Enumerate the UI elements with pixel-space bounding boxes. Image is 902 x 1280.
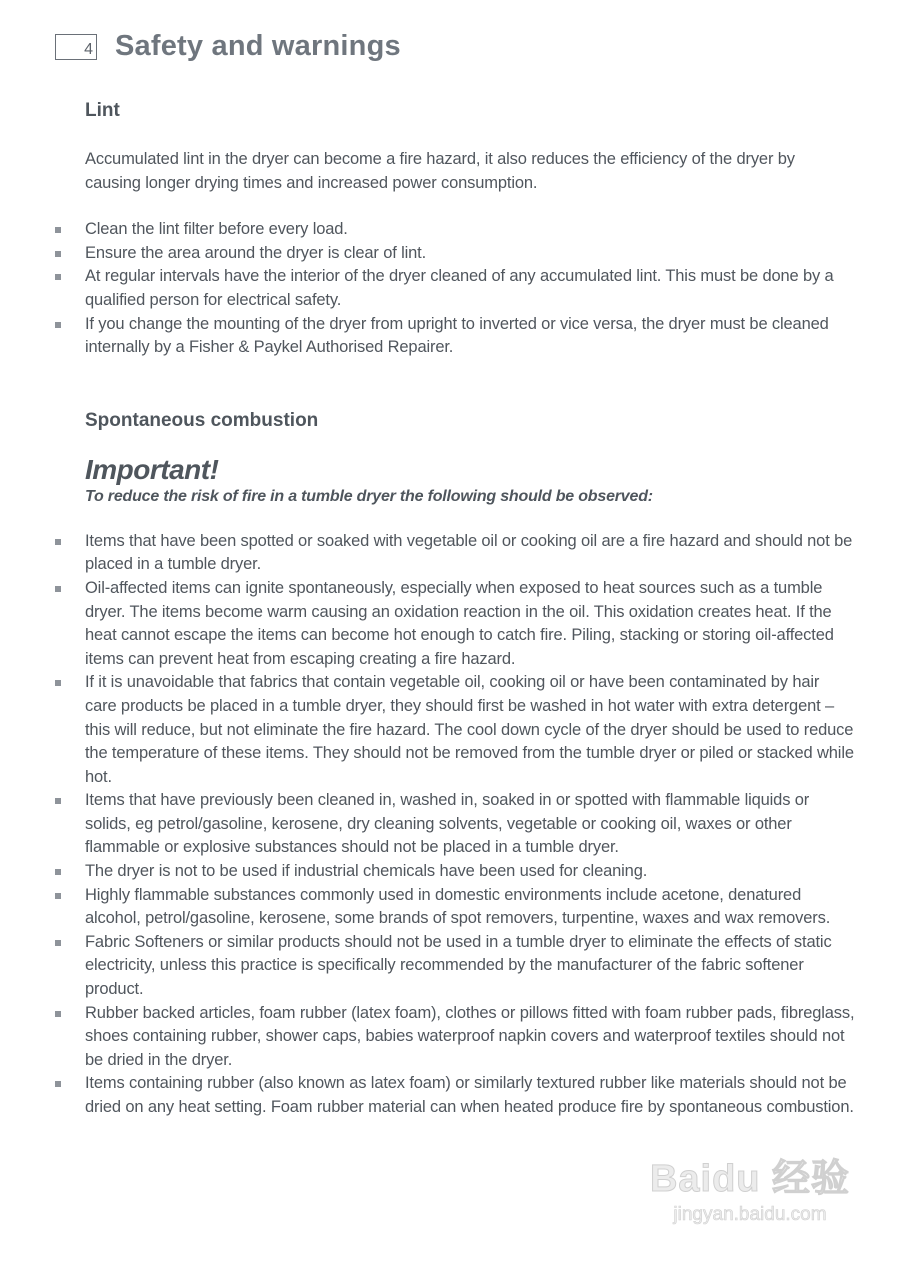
bullet-icon xyxy=(55,1011,61,1017)
bullet-icon xyxy=(55,274,61,280)
bullet-icon xyxy=(55,869,61,875)
page-number-text: 4 xyxy=(84,40,93,58)
list-item: At regular intervals have the interior of the dryer cleaned of any accumulated lint. This must be done by a qualified person for electrical safety. xyxy=(85,265,855,312)
list-item: Items that have previously been cleaned in, washed in, soaked in or spotted with flammable liquids or solids, eg petrol/gasoline, kerosene, dry cleaning solvents, vegetable or cooking oil, waxes or other flammable or explosive substances should not be placed in a tumble dryer. xyxy=(85,789,855,860)
bullet-icon xyxy=(55,322,61,328)
page-number xyxy=(55,34,97,60)
bullet-icon xyxy=(55,680,61,686)
list-item: Rubber backed articles, foam rubber (latex foam), clothes or pillows fitted with foam rubber pads, fibreglass, shoes containing rubber, shower caps, babies waterproof napkin covers and waterproof textiles should not be dried in the dryer. xyxy=(85,1002,855,1073)
bullet-icon xyxy=(55,539,61,545)
list-item: Highly flammable substances commonly used in domestic environments include acetone, denatured alcohol, petrol/gasoline, kerosene, some brands of spot removers, turpentine, waxes and wax removers. xyxy=(85,884,855,931)
document-body xyxy=(85,100,855,1120)
list-item: Clean the lint filter before every load. xyxy=(85,218,855,242)
bullet-icon xyxy=(55,893,61,899)
list-item: If it is unavoidable that fabrics that contain vegetable oil, cooking oil or have been contaminated by hair care products be placed in a tumble dryer, they should first be washed in hot water with extra detergent – this will reduce, but not eliminate the fire hazard. The cool down cycle of the dryer should be used to reduce the temperature of these items. They should not be removed from the tumble dryer or piled or stacked while hot. xyxy=(85,671,855,789)
lint-list xyxy=(85,218,855,360)
list-item: Items containing rubber (also known as latex foam) or similarly textured rubber like materials should not be dried on any heat setting. Foam rubber material can when heated produce fire by spontaneous combustion. xyxy=(85,1072,855,1119)
bullet-icon xyxy=(55,798,61,804)
page-title: Safety and warnings xyxy=(115,30,401,62)
bullet-icon xyxy=(55,940,61,946)
important-subtitle: To reduce the risk of fire in a tumble dryer the following should be observed: xyxy=(85,487,653,505)
list-item: If you change the mounting of the dryer from upright to inverted or vice versa, the dryer must be cleaned internally by a Fisher & Paykel Authorised Repairer. xyxy=(85,313,855,360)
list-item: Items that have been spotted or soaked with vegetable oil or cooking oil are a fire hazard and should not be placed in a tumble dryer. xyxy=(85,530,855,577)
bullet-icon xyxy=(55,251,61,257)
list-item: Oil-affected items can ignite spontaneously, especially when exposed to heat sources such as a tumble dryer. The items become warm causing an oxidation reaction in the oil. This oxidation creates heat. If the heat cannot escape the items can become hot enough to catch fire. Piling, stacking or storing oil-affected items can prevent heat from escaping creating a fire hazard. xyxy=(85,577,855,671)
watermark-url: jingyan.baidu.com xyxy=(673,1204,827,1225)
page-header xyxy=(55,30,401,63)
important-title: Important! xyxy=(85,453,219,485)
bullet-icon xyxy=(55,1081,61,1087)
list-item: Ensure the area around the dryer is clear of lint. xyxy=(85,242,855,266)
bullet-icon xyxy=(55,586,61,592)
lint-intro: Accumulated lint in the dryer can become a fire hazard, it also reduces the efficiency of the dryer by causing longer drying times and increased power consumption. xyxy=(85,150,795,192)
list-item: Fabric Softeners or similar products should not be used in a tumble dryer to eliminate the effects of static electricity, unless this practice is specifically recommended by the manufacturer of the fabric softener product. xyxy=(85,931,855,1002)
watermark-brand: Baidu 经验 xyxy=(649,1158,851,1200)
combustion-heading: Spontaneous combustion xyxy=(85,409,319,431)
lint-heading: Lint xyxy=(85,100,120,121)
bullet-icon xyxy=(55,227,61,233)
baidu-watermark xyxy=(640,1160,860,1226)
combustion-list xyxy=(85,530,855,1120)
list-item: The dryer is not to be used if industrial chemicals have been used for cleaning. xyxy=(85,860,855,884)
